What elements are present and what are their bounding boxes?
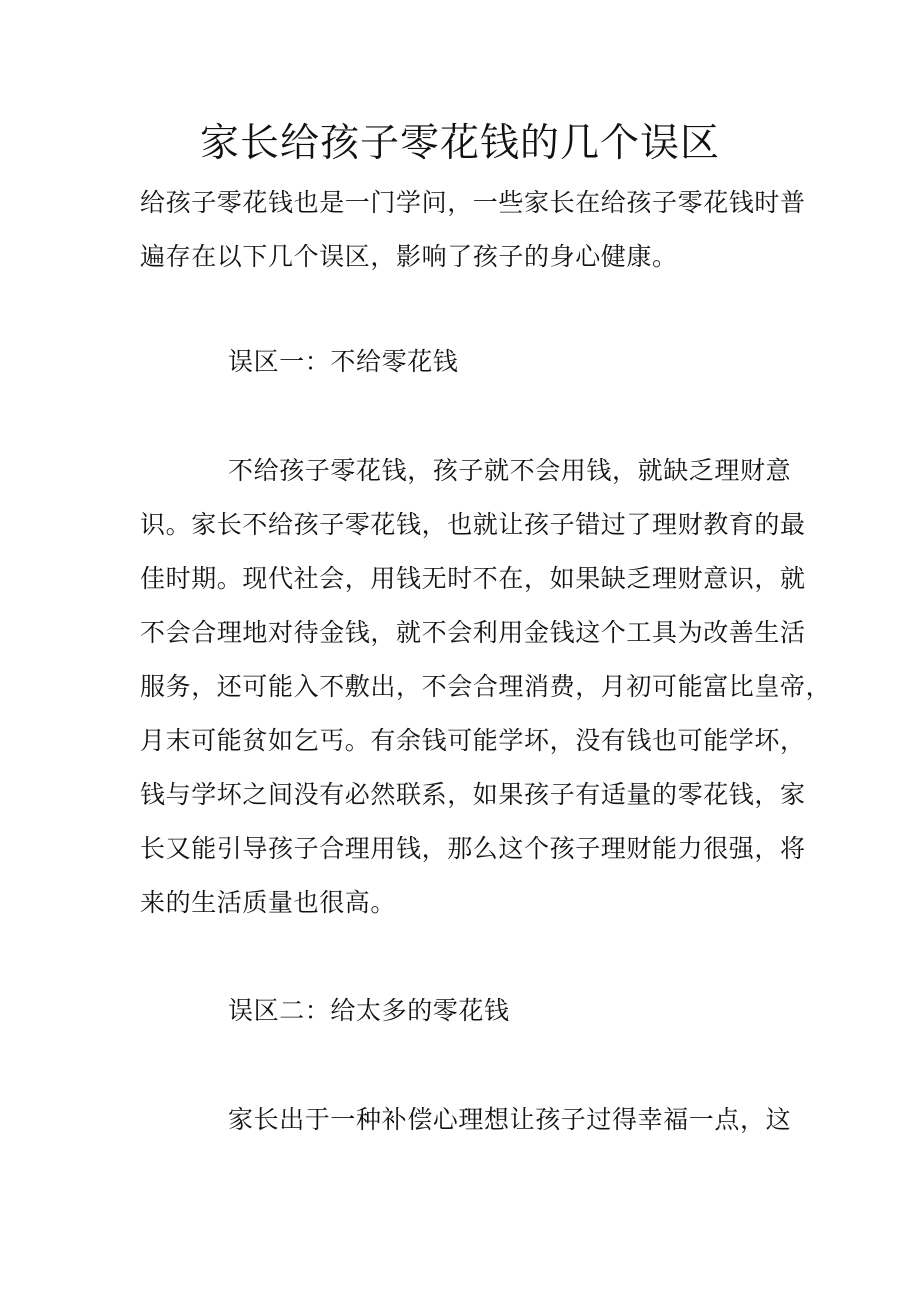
document-title: 家长给孩子零花钱的几个误区 [199,121,720,166]
section1-line: 长又能引导孩子合理用钱，那么这个孩子理财能力很强，将 [140,834,806,863]
section1-line: 月末可能贫如乞丐。有余钱可能学坏，没有钱也可能学坏， [140,726,806,755]
intro-line: 给孩子零花钱也是一门学问，一些家长在给孩子零花钱时普 [140,188,806,217]
section2-paragraph [140,1093,792,1147]
section1-line: 钱与学坏之间没有必然联系，如果孩子有适量的零花钱，家 [140,780,806,809]
section1-heading: 误区一：不给零花钱 [228,347,459,376]
section1-line: 识。家长不给孩子零花钱，也就让孩子错过了理财教育的最 [140,510,806,539]
section1-line: 不给孩子零花钱，孩子就不会用钱，就缺乏理财意 [228,456,792,485]
section1-line: 来的生活质量也很高。 [140,888,397,917]
section2-line: 家长出于一种补偿心理想让孩子过得幸福一点，这 [228,1105,792,1134]
intro-line: 遍存在以下几个误区，影响了孩子的身心健康。 [140,242,678,271]
section1-line: 服务，还可能入不敷出，不会合理消费，月初可能富比皇帝， [140,672,832,701]
section1-line: 不会合理地对待金钱，就不会利用金钱这个工具为改善生活 [140,618,806,647]
section2-heading: 误区二：给太多的零花钱 [228,996,510,1025]
section1-line: 佳时期。现代社会，用钱无时不在，如果缺乏理财意识，就 [140,564,806,593]
section1-paragraph [140,444,832,930]
intro-paragraph [140,176,806,284]
